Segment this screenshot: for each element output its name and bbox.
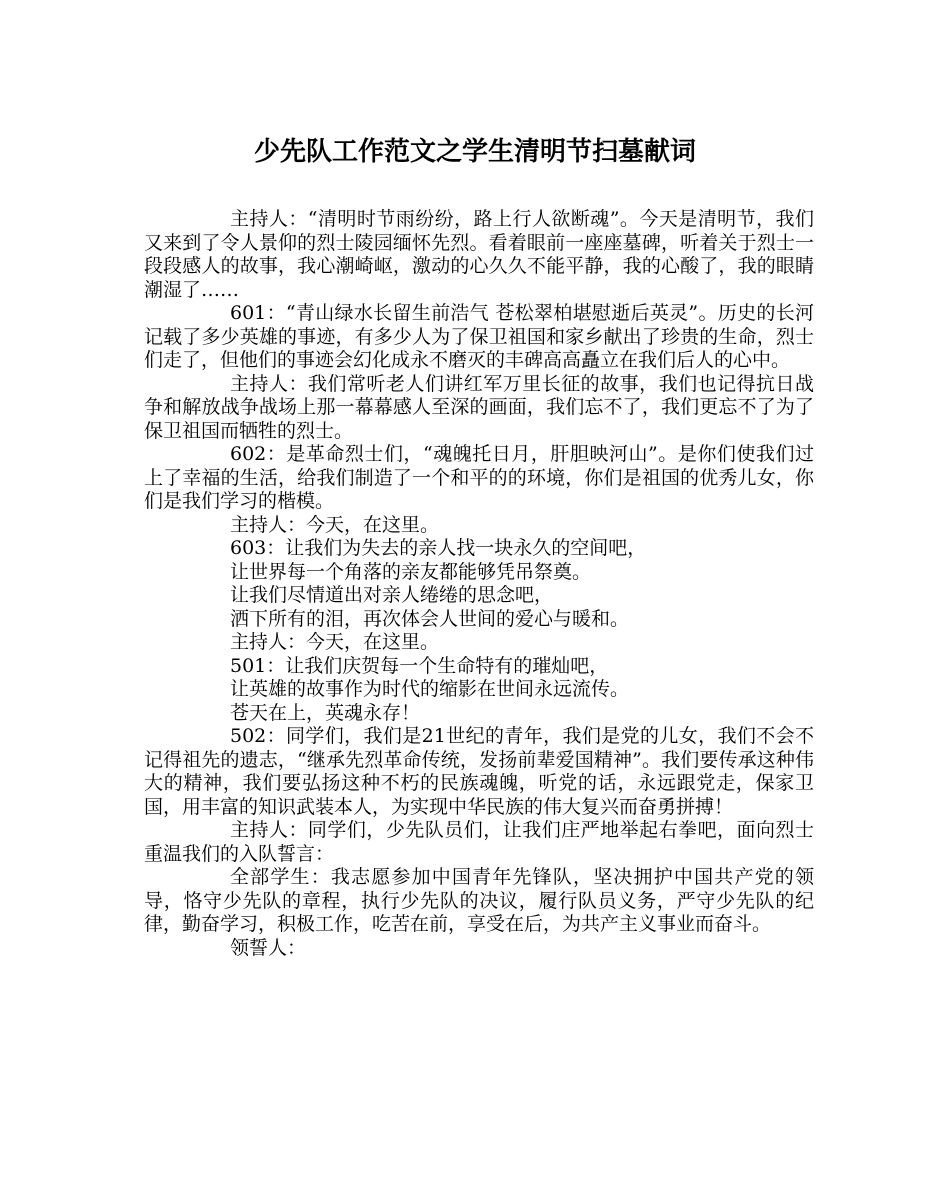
document-body <box>144 208 814 960</box>
paragraph-603-line-4: 洒下所有的泪，再次体会人世间的爱心与暖和。 <box>230 607 630 630</box>
paragraph-603-line-2: 让世界每一个角落的亲友都能够凭吊祭奠。 <box>230 560 592 583</box>
paragraph-host-today-2: 主持人：今天，在这里。 <box>230 631 440 653</box>
paragraph-all-students: 全部学生：我志愿参加中国青年先锋队，坚决拥护中国共产党的领导，恪守少先队的章程，执行少先队的决议，履行队员义务，严守少先队的纪律，勤奋学习，积极工作，吃苦在前，享受在后，为共产主义事业而奋斗。 <box>144 866 814 935</box>
paragraph-501-line-2: 让英雄的故事作为时代的缩影在世间永远流传。 <box>230 678 630 700</box>
document-title: 少先队工作范文之学生清明节扫墓献词 <box>253 137 696 167</box>
paragraph-501-line-1: 501：让我们庆贺每一个生命特有的璀灿吧， <box>230 654 609 677</box>
paragraph-501-line-3: 苍天在上，英魂永存！ <box>230 701 421 724</box>
paragraph-host-oath: 主持人：同学们，少先队员们，让我们庄严地举起右拳吧，面向烈士重温我们的入队誓言： <box>144 819 814 865</box>
paragraph-oath-leader: 领誓人： <box>230 936 307 959</box>
paragraph-603-line-3: 让我们尽情道出对亲人绻绻的思念吧， <box>230 584 554 606</box>
paragraph-502: 502：同学们，我们是21世纪的青年，我们是党的儿女，我们不会不记得祖先的遗志，“继承先烈革命传统，发扬前辈爱国精神”。我们要传承这种伟大的精神，我们要弘扬这种不朽的民族魂魄，听党的话，永远跟党走，保家卫国，用丰富的知识武装本人，为实现中华民族的伟大复兴而奋勇拼搏！ <box>144 725 814 818</box>
paragraph-602: 602：是革命烈士们，“魂魄托日月，肝胆映河山”。是你们使我们过上了幸福的生活，给我们制造了一个和平的的环境，你们是祖国的优秀儿女，你们是我们学习的楷模。 <box>144 443 814 512</box>
paragraph-host-today-1: 主持人：今天，在这里。 <box>230 513 440 536</box>
paragraph-host-long-march: 主持人：我们常听老人们讲红军万里长征的故事，我们也记得抗日战争和解放战争战场上那一幕幕感人至深的画面，我们忘不了，我们更忘不了为了保卫祖国而牺牲的烈士。 <box>144 372 814 442</box>
paragraph-host-intro: 主持人：“清明时节雨纷纷，路上行人欲断魂”。今天是清明节，我们又来到了令人景仰的烈士陵园缅怀先烈。看着眼前一座座墓碑，听着关于烈士一段段感人的故事，我心潮崎岖，激动的心久久不能平静，我的心酸了，我的眼睛潮湿了…… <box>144 208 814 301</box>
paragraph-603-line-1: 603：让我们为失去的亲人找一块永久的空间吧， <box>230 537 647 559</box>
paragraph-601: 601：“青山绿水长留生前浩气 苍松翠柏堪慰逝后英灵”。历史的长河记载了多少英雄的事迹，有多少人为了保卫祖国和家乡献出了珍贵的生命，烈士们走了，但他们的事迹会幻化成永不磨灭的丰碑高高矗立在我们后人的心中。 <box>144 302 814 371</box>
